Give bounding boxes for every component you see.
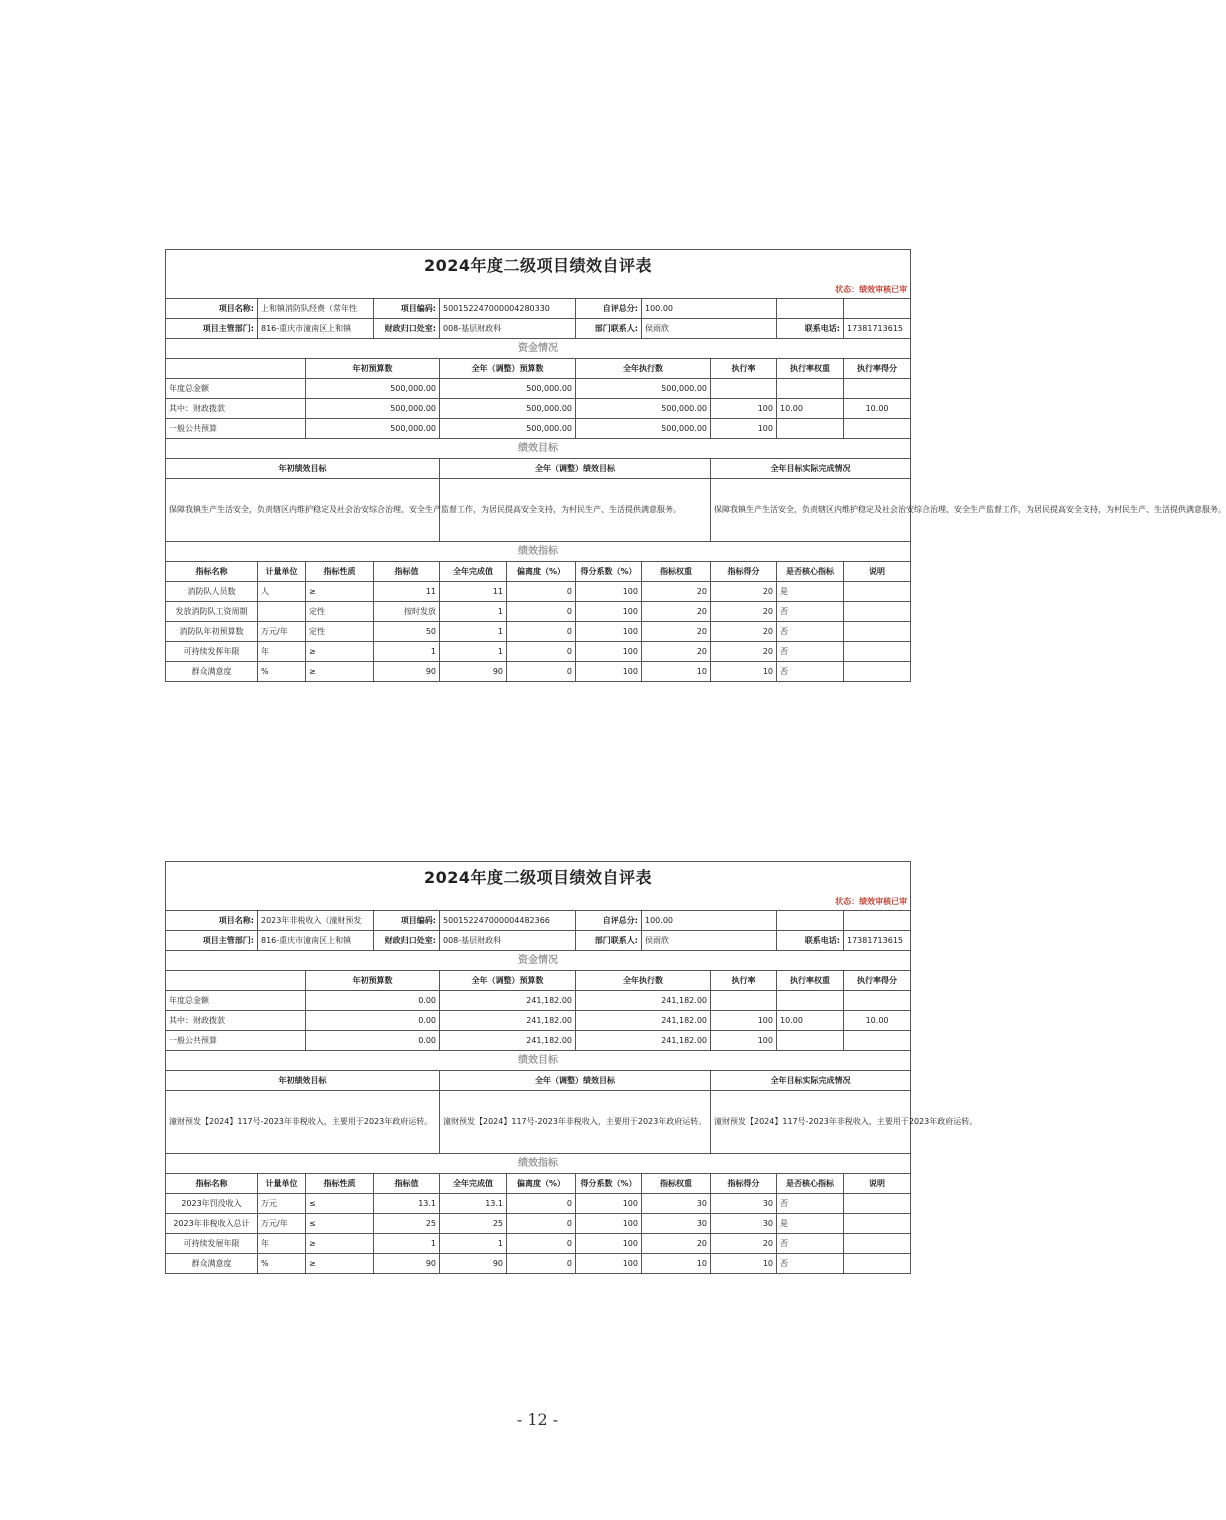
- project-name-label: 项目名称:: [166, 299, 258, 319]
- finance-office-label: 财政归口处室:: [374, 319, 440, 339]
- project-code-label: 项目编码:: [374, 299, 440, 319]
- contact-phone-label: 联系电话:: [777, 931, 844, 951]
- funds-col-weight: 执行率权重: [777, 971, 844, 991]
- contact-person-value: 侯雨欣: [642, 319, 777, 339]
- goal-actual-text: 潼财预发【2024】117号-2023年非税收入，主要用于2023年政府运转。: [711, 1091, 911, 1154]
- funds-col-budget: 年初预算数: [306, 971, 440, 991]
- contact-phone-label: 联系电话:: [777, 319, 844, 339]
- info-row-2: [166, 319, 911, 339]
- status-label: 状态：绩效审核已审: [166, 282, 911, 299]
- funds-col-adjusted: 全年（调整）预算数: [440, 971, 576, 991]
- dept-label: 项目主管部门:: [166, 931, 258, 951]
- funds-section-header: 资金情况: [166, 339, 911, 359]
- funds-col-score: 执行率得分: [844, 971, 911, 991]
- funds-header-row: [166, 971, 911, 991]
- indicator-row: 群众满意度 % ≥ 90 90 0 100 10 10 否: [166, 1254, 911, 1274]
- self-score-label: 自评总分:: [576, 299, 642, 319]
- form-title: 2024年度二级项目绩效自评表: [166, 250, 911, 283]
- funds-col-executed: 全年执行数: [576, 359, 711, 379]
- funds-row: 年度总金额 0.00 241,182.00 241,182.00: [166, 991, 911, 1011]
- project-name-value: 上和镇消防队经费（常年性: [258, 299, 374, 319]
- indicator-row: 2023年非税收入总计 万元/年 ≤ 25 25 0 100 30 30 是: [166, 1214, 911, 1234]
- page-number: - 12 -: [516, 1410, 559, 1429]
- goals-header-row: [166, 1071, 911, 1091]
- evaluation-table: [165, 861, 978, 1274]
- funds-section-header: 资金情况: [166, 951, 911, 971]
- goals-col-initial: 年初绩效目标: [166, 459, 440, 479]
- funds-col-rate: 执行率: [711, 359, 777, 379]
- goal-initial-text: 潼财预发【2024】117号-2023年非税收入，主要用于2023年政府运转。: [166, 1091, 440, 1154]
- funds-col-budget: 年初预算数: [306, 359, 440, 379]
- evaluation-table: [165, 249, 1226, 682]
- goals-section-header: 绩效目标: [166, 439, 911, 459]
- goals-col-actual: 全年目标实际完成情况: [711, 459, 911, 479]
- project-code-label: 项目编码:: [374, 911, 440, 931]
- goals-col-initial: 年初绩效目标: [166, 1071, 440, 1091]
- funds-col-rate: 执行率: [711, 971, 777, 991]
- indicator-row: 可持续发展年限 年 ≥ 1 1 0 100 20 20 否: [166, 1234, 911, 1254]
- funds-col-adjusted: 全年（调整）预算数: [440, 359, 576, 379]
- project-code-value: 500152247000004280330: [440, 299, 576, 319]
- goal-initial-text: 保障我镇生产生活安全，负责辖区内维护稳定及社会治安综合治理、安全生产监督工作，为居民提高安全支持，为村民生产、生活提供满意服务。: [166, 479, 440, 542]
- finance-office-label: 财政归口处室:: [374, 931, 440, 951]
- indicator-row: 群众满意度 % ≥ 90 90 0 100 10 10 否: [166, 662, 911, 682]
- goals-row: [166, 479, 911, 542]
- funds-col-executed: 全年执行数: [576, 971, 711, 991]
- indicators-header-row: 指标名称 计量单位 指标性质 指标值 全年完成值 偏离度（%） 得分系数（%） 指标权重 指标得分 是否核心指标 说明: [166, 1174, 911, 1194]
- indicator-row: 2023年罚没收入 万元 ≤ 13.1 13.1 0 100 30 30 否: [166, 1194, 911, 1214]
- finance-office-value: 008-基层财政科: [440, 931, 576, 951]
- dept-value: 816-重庆市潼南区上和镇: [258, 931, 374, 951]
- indicators-section-header: 绩效指标: [166, 1154, 911, 1174]
- goals-col-adjusted: 全年（调整）绩效目标: [440, 459, 711, 479]
- dept-value: 816-重庆市潼南区上和镇: [258, 319, 374, 339]
- finance-office-value: 008-基层财政科: [440, 319, 576, 339]
- info-row-1: [166, 911, 911, 931]
- contact-phone-value: 17381713615: [844, 931, 911, 951]
- contact-person-label: 部门联系人:: [576, 931, 642, 951]
- goal-actual-text: 保障我镇生产生活安全，负责辖区内维护稳定及社会治安综合治理、安全生产监督工作，为居民提高安全支持，为村民生产、生活提供满意服务。: [711, 479, 911, 542]
- evaluation-form-2: [165, 861, 978, 1274]
- funds-row: 年度总金额 500,000.00 500,000.00 500,000.00: [166, 379, 911, 399]
- funds-row: 一般公共预算 0.00 241,182.00 241,182.00 100: [166, 1031, 911, 1051]
- funds-col-weight: 执行率权重: [777, 359, 844, 379]
- funds-header-row: [166, 359, 911, 379]
- indicator-row: 可持续发挥年限 年 ≥ 1 1 0 100 20 20 否: [166, 642, 911, 662]
- contact-person-label: 部门联系人:: [576, 319, 642, 339]
- goals-col-actual: 全年目标实际完成情况: [711, 1071, 911, 1091]
- funds-row: 其中：财政拨款 500,000.00 500,000.00 500,000.00 100 10.00 10.00: [166, 399, 911, 419]
- evaluation-form-1: [165, 249, 1226, 682]
- funds-row: 一般公共预算 500,000.00 500,000.00 500,000.00 100: [166, 419, 911, 439]
- goals-section-header: 绩效目标: [166, 1051, 911, 1071]
- project-name-label: 项目名称:: [166, 911, 258, 931]
- project-code-value: 500152247000004482366: [440, 911, 576, 931]
- indicator-row: 消防队人员数 人 ≥ 11 11 0 100 20 20 是: [166, 582, 911, 602]
- indicator-row: 发放消防队工资周期 定性 按时发放 1 0 100 20 20 否: [166, 602, 911, 622]
- funds-col-score: 执行率得分: [844, 359, 911, 379]
- self-score-label: 自评总分:: [576, 911, 642, 931]
- status-label: 状态：绩效审核已审: [166, 894, 911, 911]
- goals-col-adjusted: 全年（调整）绩效目标: [440, 1071, 711, 1091]
- form-title: 2024年度二级项目绩效自评表: [166, 862, 911, 895]
- project-name-value: 2023年非税收入（潼财预发: [258, 911, 374, 931]
- goal-adjusted-text: 潼财预发【2024】117号-2023年非税收入，主要用于2023年政府运转。: [440, 1091, 711, 1154]
- dept-label: 项目主管部门:: [166, 319, 258, 339]
- funds-row: 其中：财政拨款 0.00 241,182.00 241,182.00 100 10.00 10.00: [166, 1011, 911, 1031]
- indicator-row: 消防队年初预算数 万元/年 定性 50 1 0 100 20 20 否: [166, 622, 911, 642]
- info-row-1: [166, 299, 911, 319]
- contact-phone-value: 17381713615: [844, 319, 911, 339]
- info-row-2: [166, 931, 911, 951]
- goals-header-row: [166, 459, 911, 479]
- self-score-value: 100.00: [642, 911, 777, 931]
- self-score-value: 100.00: [642, 299, 777, 319]
- indicators-header-row: 指标名称 计量单位 指标性质 指标值 全年完成值 偏离度（%） 得分系数（%） 指标权重 指标得分 是否核心指标 说明: [166, 562, 911, 582]
- indicators-section-header: 绩效指标: [166, 542, 911, 562]
- goals-row: [166, 1091, 911, 1154]
- contact-person-value: 侯雨欣: [642, 931, 777, 951]
